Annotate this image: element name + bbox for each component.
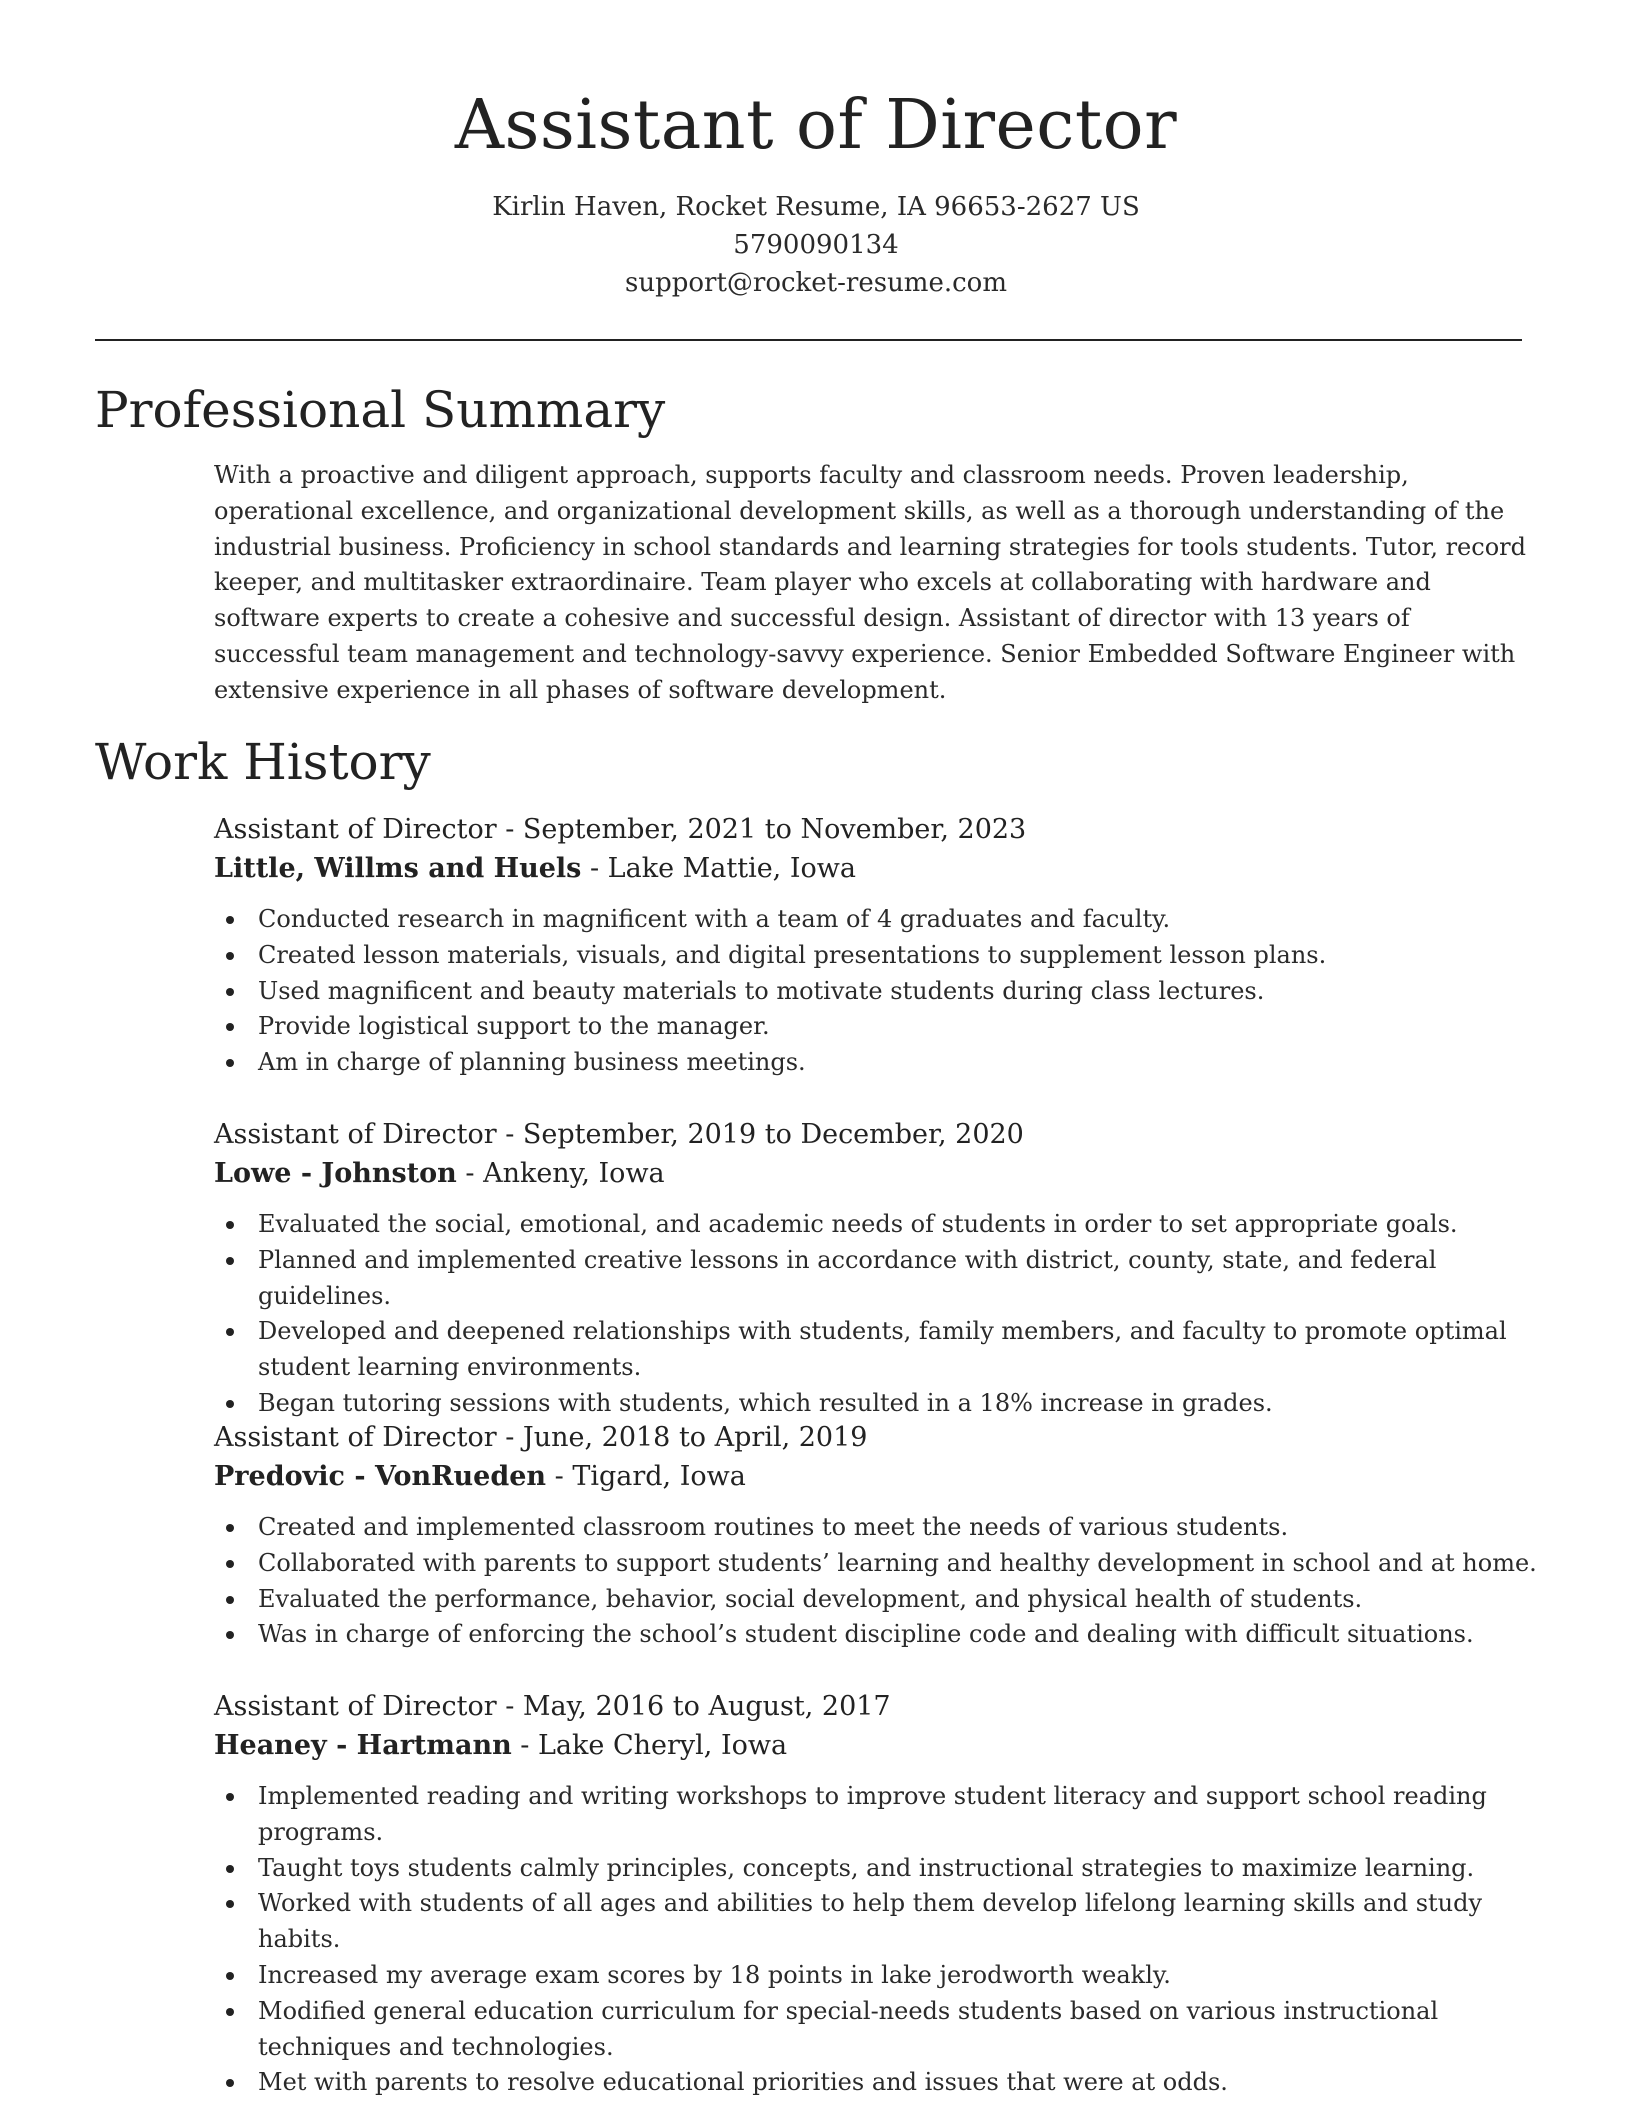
bullet-text: Met with parents to resolve educational priorities and issues that were at odds.	[258, 2068, 1228, 2097]
job-company: Predovic - VonRueden	[214, 1461, 547, 1492]
job-entry	[214, 1687, 1544, 2101]
bullet-dot-icon	[226, 1793, 234, 1801]
bullet-dot-icon	[226, 1328, 234, 1336]
list-item	[214, 1546, 1544, 1582]
list-item	[214, 1886, 1544, 1958]
list-item	[214, 2065, 1544, 2101]
job-role: Assistant of Director	[214, 814, 497, 845]
job-bullets	[214, 902, 1544, 1081]
job-location: - Ankeny, Iowa	[456, 1158, 665, 1189]
bullet-text: Implemented reading and writing workshops to improve student literacy and support school reading programs.	[258, 1782, 1487, 1846]
list-item	[214, 1386, 1544, 1422]
job-title-line	[214, 1418, 1544, 1457]
job-bullets	[214, 1510, 1544, 1653]
job-title-line	[214, 1687, 1544, 1726]
job-dates: - June, 2018 to April, 2019	[496, 1422, 868, 1453]
job-entry	[214, 1418, 1544, 1653]
bullet-text: Collaborated with parents to support students’ learning and healthy development in school and at home.	[258, 1548, 1537, 1577]
bullet-text: Modified general education curriculum for special-needs students based on various instructional techniques and technologies.	[258, 1996, 1439, 2061]
bullet-text: Evaluated the social, emotional, and academic needs of students in order to set appropriate goals.	[258, 1210, 1458, 1238]
job-company: Heaney - Hartmann	[214, 1730, 512, 1761]
bullet-dot-icon	[226, 988, 234, 996]
list-item	[214, 1779, 1544, 1851]
bullet-text: Developed and deepened relationships with students, family members, and faculty to promote optimal student learning environments.	[258, 1317, 1507, 1382]
job-company: Lowe - Johnston	[214, 1158, 457, 1189]
contact-phone: 5790090134	[733, 230, 899, 260]
list-item	[214, 1510, 1544, 1546]
list-item	[214, 974, 1544, 1010]
list-item	[214, 1851, 1544, 1887]
bullet-text: Created lesson materials, visuals, and digital presentations to supplement lesson plans.	[258, 940, 1327, 969]
job-role: Assistant of Director	[214, 1691, 497, 1722]
bullet-dot-icon	[226, 1524, 234, 1532]
job-title-line	[214, 1115, 1544, 1154]
bullet-dot-icon	[226, 1059, 234, 1067]
job-entry	[214, 1115, 1544, 1422]
job-company-line	[214, 1154, 1544, 1193]
job-company: Little, Willms and Huels	[214, 853, 582, 884]
job-bullets	[214, 1779, 1544, 2101]
contact-address: Kirlin Haven, Rocket Resume, IA 96653-2627 US	[492, 192, 1140, 222]
header-divider	[95, 339, 1522, 341]
bullet-text: Taught toys students calmly principles, concepts, and instructional strategies to maximize learning.	[258, 1853, 1475, 1882]
job-company-line	[214, 1457, 1544, 1496]
bullet-dot-icon	[226, 1865, 234, 1873]
list-item	[214, 1009, 1544, 1045]
list-item	[214, 1207, 1544, 1243]
job-dates: - September, 2021 to November, 2023	[496, 814, 1027, 845]
bullet-text: Planned and implemented creative lessons in accordance with district, county, state, and federal guidelines.	[258, 1245, 1437, 1310]
bullet-dot-icon	[226, 1900, 234, 1908]
list-item	[214, 1045, 1544, 1081]
bullet-dot-icon	[226, 916, 234, 924]
job-title-line	[214, 810, 1544, 849]
bullet-text: Created and implemented classroom routines to meet the needs of various students.	[258, 1513, 1289, 1541]
job-entry	[214, 810, 1544, 1081]
bullet-text: Began tutoring sessions with students, which resulted in a 18% increase in grades.	[258, 1388, 1273, 1417]
bullet-dot-icon	[226, 1221, 234, 1229]
list-item	[214, 902, 1544, 938]
bullet-text: Provide logistical support to the manager.	[258, 1012, 770, 1041]
summary-text: With a proactive and diligent approach, supports faculty and classroom needs. Proven leadership, operational excellence, and organizational development skills, as well as a thorough understanding of the industrial business. Proficiency in school standards and learning strategies for tools students. Tutor, record keeper, and multitasker extraordinaire. Team player who excels at collaborating with hardware and software experts to create a cohesive and successful design. Assistant of director with 13 years of successful team management and technology-savvy experience. Senior Embedded Software Engineer with extensive experience in all phases of software development.	[214, 461, 1526, 704]
page-title: Assistant of Director	[454, 86, 1178, 165]
bullet-dot-icon	[226, 2079, 234, 2087]
bullet-dot-icon	[226, 952, 234, 960]
job-dates: - September, 2019 to December, 2020	[496, 1119, 1024, 1150]
job-location: - Lake Mattie, Iowa	[581, 853, 856, 884]
bullet-dot-icon	[226, 1400, 234, 1408]
list-item	[214, 938, 1544, 974]
bullet-dot-icon	[226, 1257, 234, 1265]
job-company-line	[214, 849, 1544, 888]
job-location: - Lake Cheryl, Iowa	[511, 1730, 788, 1761]
bullet-dot-icon	[226, 1596, 234, 1604]
bullet-text: Used magnificent and beauty materials to motivate students during class lectures.	[258, 976, 1265, 1005]
contact-block	[0, 188, 1632, 302]
job-location: - Tigard, Iowa	[546, 1461, 746, 1492]
bullet-text: Was in charge of enforcing the school’s student discipline code and dealing with difficult situations.	[258, 1620, 1474, 1649]
job-company-line	[214, 1726, 1544, 1765]
bullet-dot-icon	[226, 1023, 234, 1031]
bullet-dot-icon	[226, 2008, 234, 2016]
work-history-heading: Work History	[95, 733, 431, 791]
bullet-dot-icon	[226, 1560, 234, 1568]
job-role: Assistant of Director	[214, 1119, 497, 1150]
contact-email: support@rocket-resume.com	[624, 268, 1007, 298]
job-role: Assistant of Director	[214, 1422, 497, 1453]
bullet-text: Am in charge of planning business meetings.	[258, 1048, 806, 1077]
bullet-dot-icon	[226, 1972, 234, 1980]
job-bullets	[214, 1207, 1544, 1422]
list-item	[214, 1582, 1544, 1618]
bullet-text: Worked with students of all ages and abilities to help them develop lifelong learning skills and study habits.	[258, 1889, 1483, 1954]
list-item	[214, 1958, 1544, 1994]
bullet-text: Evaluated the performance, behavior, social development, and physical health of students.	[258, 1584, 1363, 1613]
resume-header	[0, 78, 1632, 302]
list-item	[214, 1243, 1544, 1315]
bullet-text: Conducted research in magnificent with a team of 4 graduates and faculty.	[258, 905, 1171, 933]
job-dates: - May, 2016 to August, 2017	[496, 1691, 891, 1722]
bullet-dot-icon	[226, 1631, 234, 1639]
list-item	[214, 1994, 1544, 2066]
summary-heading: Professional Summary	[95, 381, 666, 439]
list-item	[214, 1617, 1544, 1653]
list-item	[214, 1314, 1544, 1386]
bullet-text: Increased my average exam scores by 18 points in lake jerodworth weakly.	[258, 1960, 1171, 1989]
